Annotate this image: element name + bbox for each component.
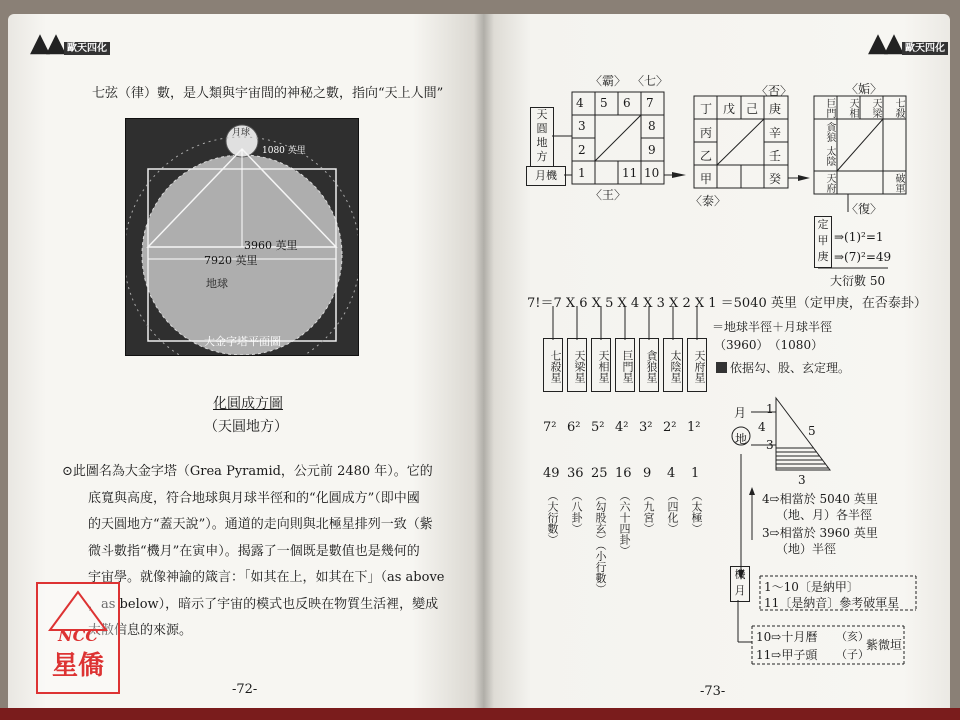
- grid3-cell: 天梁: [870, 98, 881, 118]
- label-1080: 1080 英里: [262, 146, 306, 156]
- label-tai: 〈泰〉: [690, 194, 727, 208]
- grid1-cell: 6: [623, 96, 631, 110]
- hai-label: （亥）: [836, 630, 869, 643]
- star-power: 7²: [543, 420, 557, 435]
- grid3-cell: 巨門: [824, 98, 835, 118]
- star-desc: （八卦）: [570, 490, 583, 534]
- grid1-cell: 2: [578, 143, 586, 157]
- pythagoras-note: 依据勾、股、玄定理。: [716, 359, 850, 376]
- grid2-cell: 癸: [769, 172, 782, 186]
- ratio-2-line-2: （地）半徑: [776, 542, 837, 556]
- paragraph-line: ，as below），暗示了宇宙的模式也反映在物質生活裡，變成: [88, 597, 439, 612]
- intro-line: 七弦（律）數，是人類與宇宙間的神秘之數，指向“天上人間”: [92, 86, 444, 101]
- ding-jia-geng-box: 定 甲 庚: [814, 216, 832, 268]
- grid1-cell: 10: [644, 166, 660, 180]
- star-value: 4: [667, 466, 676, 481]
- caption-subtitle: （天圓地方）: [204, 419, 288, 435]
- star-value: 36: [567, 466, 584, 481]
- star-desc: （四化）: [666, 490, 679, 534]
- triangle-label: 3: [766, 438, 774, 452]
- square-icon: [716, 362, 727, 373]
- moon-circle-label: 月: [734, 406, 747, 420]
- ratio-1-line-1: 4⇨相當於 5040 英里: [762, 492, 878, 506]
- calendar-line-2: 11⇨甲子頭: [756, 648, 818, 662]
- ncc-watermark-stamp: NCC 星僑: [36, 582, 120, 694]
- grid2-cell: 壬: [769, 149, 782, 163]
- ratio-1-line-2: （地、月）各半徑: [776, 508, 873, 522]
- grid3-cell: 太陰: [824, 146, 835, 166]
- formula-line-1: ⇒(1)²=1: [834, 230, 884, 244]
- formula-line-2: ⇒(7)²=49: [834, 250, 892, 264]
- equation-sub-2: （3960） （1080）: [714, 338, 824, 352]
- star-desc: （六十四卦）: [618, 490, 631, 556]
- star-power: 1²: [687, 420, 701, 435]
- paragraph-line: 底寬與高度，符合地球與月球半徑和的“化圓成方”（即中國: [88, 491, 420, 506]
- label-qi: 〈七〉: [632, 74, 669, 88]
- star-box: 巨門星: [615, 338, 635, 392]
- grid1-cell: 3: [578, 119, 586, 133]
- grid2-cell: 戊: [723, 102, 736, 116]
- paragraph-line: 微斗數指“機月”在寅申）。揭露了一個既是數值也是幾何的: [88, 544, 420, 559]
- grid1-cell: 5: [600, 96, 608, 110]
- star-desc: （大衍數）: [546, 490, 559, 545]
- grid1-cell: 11: [622, 166, 638, 180]
- header-logo-right: ▲▲ 歐天四化: [868, 28, 948, 58]
- tianyuan-box: 天 圓 地 方: [530, 107, 554, 167]
- grid2-cell: 庚: [769, 102, 782, 116]
- star-value: 49: [543, 466, 560, 481]
- jiyue-box: 機 月: [730, 566, 750, 602]
- star-value: 16: [615, 466, 632, 481]
- calendar-line-1: 10⇨十月曆: [756, 630, 818, 644]
- label-3960: 3960 英里: [244, 239, 298, 252]
- grid2-cell: 丁: [700, 102, 713, 116]
- label-ba: 〈霸〉: [590, 74, 627, 88]
- star-value: 25: [591, 466, 608, 481]
- triangle-label: 5: [808, 424, 816, 438]
- header-logo-left: ▲▲ 歐天四化: [30, 28, 110, 58]
- star-power: 6²: [567, 420, 581, 435]
- triangle-label: 1: [766, 402, 774, 416]
- label-moon: 月球: [232, 128, 251, 138]
- star-box: 七殺星: [543, 338, 563, 392]
- star-value: 1: [691, 466, 700, 481]
- paragraph-line: 宇宙學。就像神諭的箴言：「如其在上，如其在下」（as above: [88, 570, 445, 585]
- star-box: 太陰星: [663, 338, 683, 392]
- grid1-cell: 9: [648, 143, 656, 157]
- grid3-cell: 破軍: [893, 173, 904, 193]
- grid1-cell: 7: [646, 96, 654, 110]
- grid2-cell: 己: [746, 102, 759, 116]
- grid2-cell: 丙: [700, 126, 713, 140]
- grid3-cell: 天相: [847, 98, 858, 118]
- grid1-cell: 4: [576, 96, 584, 110]
- star-power: 2²: [663, 420, 677, 435]
- main-equation: 7!＝7 X 6 X 5 X 4 X 3 X 2 X 1 ＝5040 英里（定甲庚，在否泰卦）: [527, 296, 927, 311]
- triangle-label: 4: [758, 420, 766, 434]
- label-wang: 〈王〉: [590, 188, 627, 202]
- label-pi: 〈否〉: [756, 84, 793, 98]
- paragraph-line: 的天圓地方“蓋天說”）。通道的走向則與北極星排列一致（紫: [88, 517, 433, 532]
- label-earth: 地球: [206, 277, 228, 290]
- dayan-total: 大衍數 50: [830, 274, 886, 288]
- equation-sub-1: ＝地球半徑＋月球半徑: [712, 320, 833, 334]
- grid3-cell: 七殺: [893, 98, 904, 118]
- paragraph-line: 太散信息的來源。: [88, 623, 193, 638]
- star-desc: （太極）: [690, 490, 703, 534]
- star-box: 天相星: [591, 338, 611, 392]
- najia-line: 1～10〔是納甲〕: [764, 580, 859, 594]
- caption-title: 化圓成方圖: [213, 396, 283, 412]
- grid2-cell: 辛: [769, 126, 782, 140]
- paragraph-line: ⊙此圖名為大金字塔（Grea Pyramid，公元前 2480 年）。它的: [62, 464, 433, 479]
- mountain-icon: ▲▲: [30, 28, 62, 58]
- grid1-cell: 8: [648, 119, 656, 133]
- earth-circle-label: 地: [735, 432, 748, 446]
- label-pyramid-plan: 大金字塔平面圖: [204, 335, 281, 348]
- star-value: 9: [643, 466, 652, 481]
- page-number-left: -72-: [232, 682, 258, 697]
- star-desc: （九宮）: [642, 490, 655, 534]
- grid3-cell: 貪狼: [824, 122, 835, 142]
- star-power: 5²: [591, 420, 605, 435]
- ratio-2-line-1: 3⇨相當於 3960 英里: [762, 526, 878, 540]
- star-power: 4²: [615, 420, 629, 435]
- star-box: 天府星: [687, 338, 707, 392]
- nayin-line: 11〔是納音〕參考破軍星: [764, 596, 900, 610]
- star-box: 貪狼星: [639, 338, 659, 392]
- label-7920: 7920 英里: [204, 254, 258, 267]
- grid2-cell: 甲: [700, 172, 713, 186]
- star-power: 3²: [639, 420, 653, 435]
- zi-label: （子）: [836, 648, 869, 661]
- label-fu: 〈復〉: [846, 202, 883, 216]
- moon-ji-box: 月機: [526, 166, 566, 186]
- grid2-cell: 乙: [700, 149, 713, 163]
- label-gou: 〈姤〉: [846, 82, 883, 96]
- star-box: 天梁星: [567, 338, 587, 392]
- triangle-label: 3: [798, 473, 806, 487]
- grid1-cell: 1: [578, 166, 586, 180]
- ziwei-label: 紫微垣: [866, 638, 903, 652]
- mountain-icon: ▲▲: [868, 28, 900, 58]
- star-desc: （勾股玄）（小行數）: [594, 490, 607, 595]
- page-number-right: -73-: [700, 684, 726, 699]
- grid3-cell: 天府: [824, 173, 835, 193]
